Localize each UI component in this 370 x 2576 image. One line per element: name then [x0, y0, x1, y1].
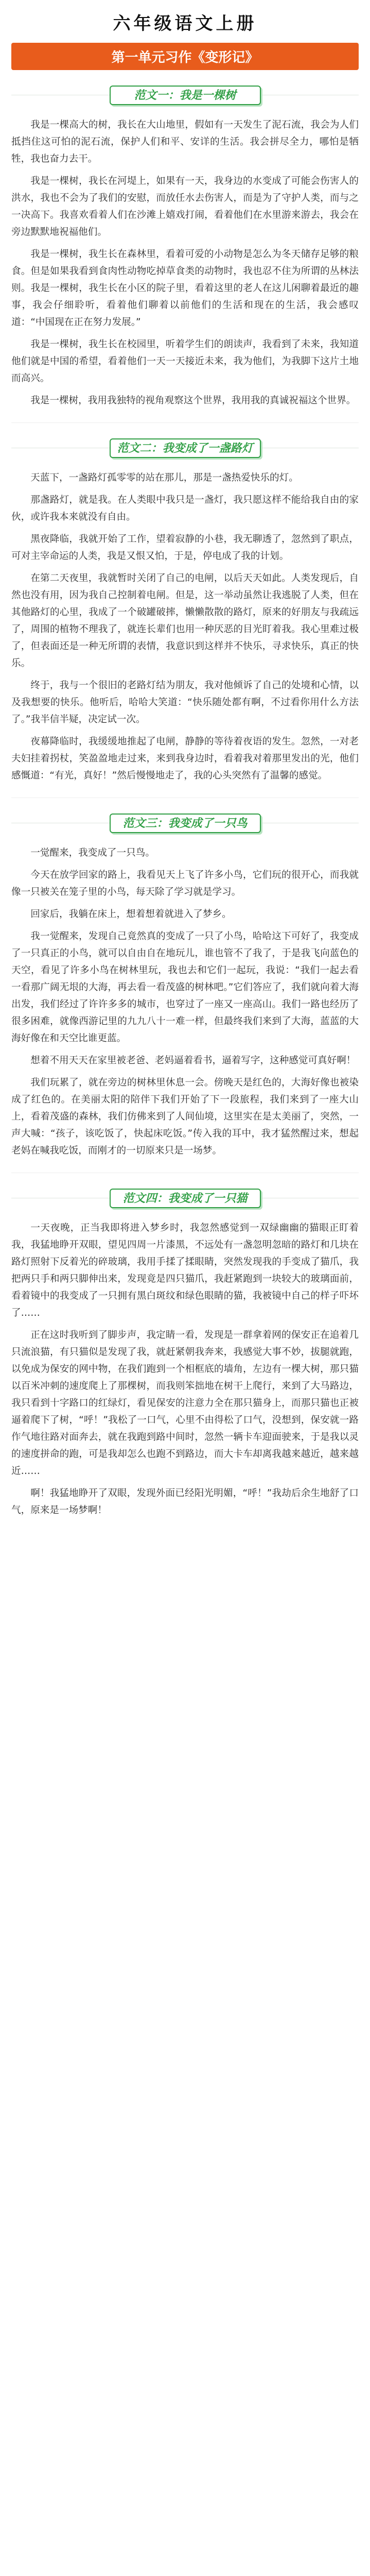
essay-paragraph: 我一觉醒来，发现自己竟然真的变成了一只了小鸟，哈哈这下可好了，我变成了一只真正的小鸟，就可以自由自在地玩儿，谁也管不了我了，于是我飞向蓝色的天空，看见了许多小鸟在树林里玩，我也去和它们一起玩，我说：“我们一起去看一看那广阔无垠的大海，再去看一看茂盛的树林吧。”它们答应了，我们就向着大海出发，我们经过了许许多多的城市，也穿过了一座又一座高山。我们一路也经历了很多困难，就像西游记里的九九八十一难一样，但最终我们来到了大海，蓝蓝的大海好像在和天空比谁更蓝。: [11, 931, 359, 1044]
section-heading: 范文三：我变成了一只鸟: [110, 814, 261, 833]
essay-paragraph: 我是一棵树，我生长在校园里，听着学生们的朗读声，我看到了未来，我知道他们就是中国的希望，看着他们一天一天接近未来，我为他们，为我脚下这片土地而高兴。: [11, 339, 359, 384]
essay-section: [11, 1189, 359, 1519]
essay-section: [11, 86, 359, 423]
essay-paragraph: 在第二天夜里，我就暂时关闭了自己的电闸，以后天天如此。人类发现后，自然也没有用，因为我自己控制着电闸。但是，这一举动虽然让我逃脱了人类，但在其他路灯的心里，我成了一个破罐破摔，懒懒散散的路灯，原来的好朋友与我疏远了，周围的植物不理我了，就连长辈们也用一种厌恶的目光盯着我。我心里难过极了，但表面还是一种无所谓的表情，我意识到这样并不快乐，寻求快乐，真正的快乐。: [11, 573, 359, 669]
section-header: [11, 86, 359, 106]
essay-paragraph: 我是一棵高大的树，我长在大山地里，假如有一天发生了泥石流，我会为人们抵挡住这可怕的泥石流，保护人们和平、安详的生活。我会拼尽全力，哪怕是牺牲，我也奋力去干。: [11, 120, 359, 164]
section-header: [11, 814, 359, 834]
essay-paragraph: 天蓝下，一盏路灯孤零零的站在那儿，那是一盏热爱快乐的灯。: [30, 472, 298, 483]
essay-paragraph: 夜幕降临时，我缓缓地推起了电闸，静静的等待着夜语的发生。忽然，一对老夫妇挂着拐杖，笑盈盈地走过来，来到我身边时，看着我对着那里发出的光，他们感慨道：“有光，真好！”然后慢慢地走了，我的心头突然有了温馨的感觉。: [11, 736, 359, 781]
essay-paragraph: 回家后，我躺在床上，想着想着就进入了梦乡。: [30, 909, 232, 920]
unit-banner: 第一单元习作《变形记》: [11, 43, 359, 70]
essay-paragraph: 啊！我猛地睁开了双眼，发现外面已经阳光明媚，“呼！”我劫后余生地舒了口气，原来是一场梦啊！: [11, 1488, 359, 1516]
essay-paragraph: 一觉醒来，我变成了一只鸟。: [30, 848, 155, 858]
section-header: [11, 1189, 359, 1209]
essay-paragraph: 今天在放学回家的路上，我看见天上飞了许多小鸟，它们玩的很开心，而我就像一只被关在笼子里的小鸟，每天除了学习就是学习。: [11, 870, 359, 897]
section-heading: 范文四：我变成了一只猫: [110, 1189, 261, 1208]
essay-paragraph: 想着不用天天在家里被老爸、老妈逼着看书，逼着写字，这种感觉可真好啊！: [30, 1055, 356, 1066]
essay-paragraph: 我们玩累了，就在旁边的树林里休息一会。傍晚天是红色的，大海好像也被染成了红色的。在美丽太阳的陪伴下我们开始了下一段旅程，我们来到了一座大山上，看着茂盛的森林，我们仿佛来到了人间仙境，这里实在是太美丽了，突然，一声大喊：“孩子，该吃饭了，快起床吃饭。”传入我的耳中，我才猛然醒过来，想起老妈在喊我吃饭，而刚才的一切原来只是一场梦。: [11, 1077, 359, 1156]
essay-paragraph: 我是一棵树，我生长在森林里，看着可爱的小动物是怎么为冬天储存足够的粮食。但是如果我看到食肉性动物吃掉草食类的动物时，我也忍不住为所谓的丛林法则。我是一棵树，我生长在小区的院子里，看着这里的老人在这儿闲聊着最近的趣事，我会仔细聆听，看着他们聊着以前他们的生活和现在的生活，我会感叹道：“中国现在正在努力发展。”: [11, 249, 359, 328]
essay-paragraph: 我是一棵树，我长在河堤上，如果有一天，我身边的水变成了可能会伤害人的洪水，我也不会为了我们的安慰，而放任水去伤害人，而是为了守护人类，而与之一决高下。我喜欢看着人们在沙滩上嬉戏打闹，看着他们在水里游来游去，我会在旁边默默地祝福他们。: [11, 176, 359, 238]
essay-section: [11, 814, 359, 1173]
essay-sections: [11, 86, 359, 1519]
section-header: [11, 438, 359, 459]
essay-paragraph: 正在这时我听到了脚步声，我定睛一看，发现是一群拿着网的保安正在追着几只流浪猫，有只猫似是发现了我，就赶紧朝我奔来，我感觉大事不妙，拔腿就跑，以免成为保安的网中物，在我们跑到一个相框底的墙角，左边有一棵大树，那只猫以百米冲刺的速度爬上了那棵树，而我则笨拙地在树干上爬行，来到了大马路边，我只看到十字路口的红绿灯，看见保安的注意力全在那只猫身上，而那只猫也正被逼着爬下了树，“呼！”我松了一口气，心里不由得松了口气，没想到，保安就一路作气地往路对面奔去，就在我跑到路中间时，忽然一辆卡车迎面驶来，于是我以灵的速度拼命的跑，可是我却怎么也跑不到路边，而大卡车却离我越来越近，越来越近……: [11, 1330, 359, 1477]
page-title: 六年级语文上册: [113, 13, 257, 34]
essay-section: [11, 438, 359, 798]
essay-paragraph: 黑夜降临，我就开始了工作，望着寂静的小巷，我无聊透了，忽然到了职点，可对主宰命运的人类，我是又恨又怕，于是，停电成了我的计划。: [11, 534, 359, 562]
essay-paragraph: 终于，我与一个很旧的老路灯结为朋友，我对他倾诉了自己的处境和心情，以及我想要的快乐。他听后，哈哈大笑道：“快乐随处都有啊，不过看你用什么方法了。”我半信半疑，决定试一次。: [11, 680, 359, 725]
essay-paragraph: 我是一棵树，我用我独特的视角观察这个世界，我用我的真诚祝福这个世界。: [30, 395, 356, 406]
essay-paragraph: 那盏路灯，就是我。在人类眼中我只是一盏灯，我只愿这样不能给我自由的家伙，或许我本来就没有自由。: [11, 495, 359, 522]
section-heading: 范文二：我变成了一盏路灯: [110, 438, 261, 458]
section-divider: [11, 422, 359, 423]
essay-paragraph: 一天夜晚，正当我即将进入梦乡时，我忽然感觉到一双绿幽幽的猫眼正盯着我，我猛地睁开双眼，望见四周一片漆黑，不远处有一盏忽明忽暗的路灯和几块在路灯照射下反着光的碎玻璃，我用手揉了揉眼睛，突然发现我的手变成了猫爪，我把两只手和两只脚伸出来，发现竟是四只猫爪，我赶紧跑到一块较大的玻璃面前，看着镜中的我变成了一只拥有黑白斑纹和绿色眼睛的猫，我被镜中自己的样子吓坏了……: [11, 1223, 359, 1318]
section-heading: 范文一：我是一棵树: [110, 86, 261, 105]
